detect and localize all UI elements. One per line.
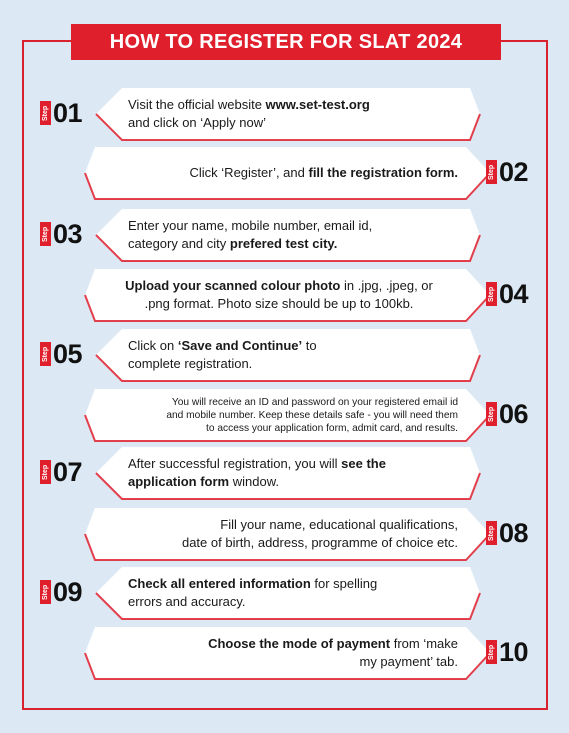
step-badge xyxy=(486,275,569,315)
step-text-bold: Check all entered information xyxy=(128,576,311,591)
step-description xyxy=(128,325,458,385)
step-number: 02 xyxy=(499,157,529,187)
step-text: errors and accuracy. xyxy=(128,594,246,609)
step-text: You will receive an ID and password on your registered email id xyxy=(171,396,458,408)
step-text: Click ‘Register’, and xyxy=(189,165,309,180)
step-text: to xyxy=(302,338,317,353)
step-number: 04 xyxy=(499,279,529,309)
step-number: 08 xyxy=(499,518,529,548)
step-number: 06 xyxy=(499,399,529,429)
step-text-line xyxy=(100,396,458,409)
step-text: After successful registration, you will xyxy=(128,456,342,471)
step-text: Enter your name, mobile number, email id, xyxy=(128,218,373,233)
step-text: and mobile number. Keep these details safe - you will need them xyxy=(166,409,458,421)
step-tag-label: Step xyxy=(486,282,497,306)
step-badge xyxy=(40,573,135,613)
step-text: for spelling xyxy=(310,576,378,591)
step-text: category and city xyxy=(128,236,230,251)
step-text: Visit the official website xyxy=(128,97,266,112)
step-02 xyxy=(0,143,569,203)
step-text: in .jpg, .jpeg, or xyxy=(340,278,433,293)
step-text-bold: application form xyxy=(128,474,230,489)
step-text: to access your application form, admit card, and results. xyxy=(206,422,458,434)
step-text: Click on xyxy=(128,338,178,353)
step-tag-label: Step xyxy=(486,521,497,545)
step-description xyxy=(100,623,458,683)
step-01 xyxy=(0,84,569,144)
step-text-line xyxy=(128,96,458,114)
step-badge xyxy=(486,153,569,193)
step-number: 10 xyxy=(499,637,529,667)
step-badge xyxy=(40,335,135,375)
step-description xyxy=(128,443,458,503)
step-number: 03 xyxy=(53,219,83,249)
step-badge xyxy=(486,514,569,554)
step-text-line xyxy=(128,217,458,235)
step-07 xyxy=(0,443,569,503)
page-title: HOW TO REGISTER FOR SLAT 2024 xyxy=(71,24,501,60)
step-tag-label: Step xyxy=(40,460,51,484)
step-text-line xyxy=(100,653,458,671)
step-tag-label: Step xyxy=(486,640,497,664)
step-text-bold: fill the registration form. xyxy=(308,165,458,180)
step-text: complete registration. xyxy=(128,356,253,371)
step-text-line xyxy=(128,114,458,132)
step-tag-label: Step xyxy=(40,342,51,366)
step-text-bold: prefered test city. xyxy=(229,236,338,251)
step-text-line xyxy=(100,422,458,435)
step-description xyxy=(100,143,458,203)
step-description xyxy=(100,385,458,445)
step-text-line xyxy=(128,355,458,373)
step-text-line xyxy=(128,593,458,611)
step-badge xyxy=(486,395,569,435)
step-number: 09 xyxy=(53,577,83,607)
step-text-bold: Choose the mode of payment xyxy=(208,636,391,651)
step-tag-label: Step xyxy=(40,222,51,246)
step-tag-label: Step xyxy=(486,160,497,184)
step-description xyxy=(128,563,458,623)
step-tag-label: Step xyxy=(40,580,51,604)
step-text-line xyxy=(100,409,458,422)
step-text-line xyxy=(128,235,458,253)
step-description xyxy=(100,504,458,564)
step-badge xyxy=(40,453,135,493)
step-tag-label: Step xyxy=(486,402,497,426)
step-text: window. xyxy=(229,474,279,489)
step-text: Fill your name, educational qualifications, xyxy=(220,517,458,532)
step-text: date of birth, address, programme of choice etc. xyxy=(181,535,458,550)
step-text-line xyxy=(100,635,458,653)
step-text-bold: see the xyxy=(341,456,386,471)
step-text: and click on ‘Apply now’ xyxy=(128,115,267,130)
step-description xyxy=(128,205,458,265)
step-text-line xyxy=(128,473,458,491)
step-badge xyxy=(486,633,569,673)
step-text-line xyxy=(100,534,458,552)
step-text-line xyxy=(100,277,458,295)
step-number: 07 xyxy=(53,457,83,487)
step-text-line xyxy=(128,455,458,473)
step-09 xyxy=(0,563,569,623)
step-text-bold: ‘Save and Continue’ xyxy=(177,338,303,353)
step-04 xyxy=(0,265,569,325)
step-tag-label: Step xyxy=(40,101,51,125)
step-description xyxy=(100,265,458,325)
step-text-line xyxy=(100,295,458,313)
step-text: from ‘make xyxy=(390,636,458,651)
step-text: .png format. Photo size should be up to 100kb. xyxy=(144,296,414,311)
step-10 xyxy=(0,623,569,683)
step-text-line xyxy=(128,337,458,355)
step-text-line xyxy=(100,164,458,182)
step-number: 05 xyxy=(53,339,83,369)
step-description xyxy=(128,84,458,144)
step-06 xyxy=(0,385,569,445)
step-text-bold: Upload your scanned colour photo xyxy=(125,278,341,293)
step-text: my payment’ tab. xyxy=(359,654,458,669)
step-text-line xyxy=(100,516,458,534)
step-05 xyxy=(0,325,569,385)
step-badge xyxy=(40,94,135,134)
step-text-bold: www.set-test.org xyxy=(265,97,370,112)
step-text-line xyxy=(128,575,458,593)
step-badge xyxy=(40,215,135,255)
step-number: 01 xyxy=(53,98,83,128)
step-08 xyxy=(0,504,569,564)
step-03 xyxy=(0,205,569,265)
